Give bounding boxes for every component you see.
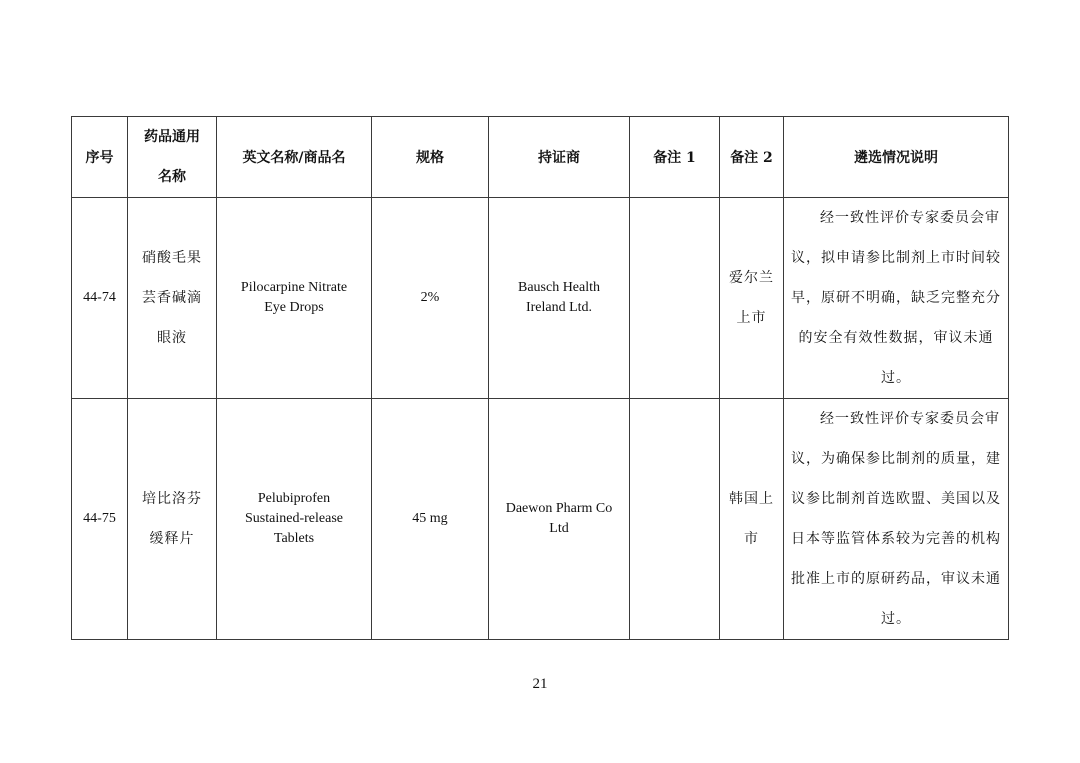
- drug-table: [71, 116, 1009, 640]
- header-explanation: 遴选情况说明: [784, 117, 1009, 198]
- header-index: 序号: [72, 117, 128, 198]
- english-name-line: Eye Drops: [264, 300, 324, 315]
- header-row: [72, 117, 1009, 198]
- cell-english-name: [217, 198, 372, 399]
- cell-note1: [630, 399, 720, 640]
- table-row: [72, 198, 1009, 399]
- holder-line: Ireland Ltd.: [525, 300, 593, 315]
- cell-note2: [720, 198, 784, 399]
- cell-index: 44-74: [72, 198, 128, 399]
- header-english-name: 英文名称/商品名: [217, 117, 372, 198]
- note2-text: 爱尔兰上市: [729, 270, 774, 326]
- cell-generic-name: [128, 198, 217, 399]
- cell-explanation: [784, 198, 1009, 399]
- note2-text: 韩国上市: [729, 491, 774, 547]
- cell-holder: [489, 198, 630, 399]
- holder-line: Ltd: [549, 521, 569, 536]
- explanation-text: 经一致性评价专家委员会审议，为确保参比制剂的质量，建议参比制剂首选欧盟、美国以及日本等监管体系较为完善的机构批准上市的原研药品，审议未通过。: [791, 411, 1001, 627]
- header-spec: 规格: [372, 117, 489, 198]
- holder-line: Bausch Health: [517, 280, 601, 295]
- cell-generic-name: [128, 399, 217, 640]
- english-name-line: Sustained-release: [245, 511, 343, 526]
- cell-note1: [630, 198, 720, 399]
- generic-name-text: 硝酸毛果芸香碱滴眼液: [142, 250, 202, 346]
- cell-holder: [489, 399, 630, 640]
- header-note2: 备注 2: [720, 117, 784, 198]
- cell-index: 44-75: [72, 399, 128, 640]
- cell-spec: 2%: [372, 198, 489, 399]
- english-name-line: Tablets: [273, 531, 315, 546]
- header-holder: 持证商: [489, 117, 630, 198]
- page-number: 21: [532, 676, 548, 692]
- generic-name-text: 培比洛芬缓释片: [142, 491, 202, 547]
- cell-english-name: [217, 399, 372, 640]
- cell-explanation: [784, 399, 1009, 640]
- header-generic-name: [128, 117, 217, 198]
- english-name-line: Pilocarpine Nitrate: [240, 280, 348, 295]
- explanation-text: 经一致性评价专家委员会审议，拟申请参比制剂上市时间较早，原研不明确，缺乏完整充分的安全有效性数据，审议未通过。: [791, 210, 1001, 386]
- cell-spec: 45 mg: [372, 399, 489, 640]
- english-name-line: Pelubiprofen: [257, 491, 331, 506]
- header-note1: 备注 1: [630, 117, 720, 198]
- cell-note2: [720, 399, 784, 640]
- table-row: [72, 399, 1009, 640]
- header-generic-name-text: 药品通用名称: [144, 129, 200, 185]
- holder-line: Daewon Pharm Co: [505, 501, 613, 516]
